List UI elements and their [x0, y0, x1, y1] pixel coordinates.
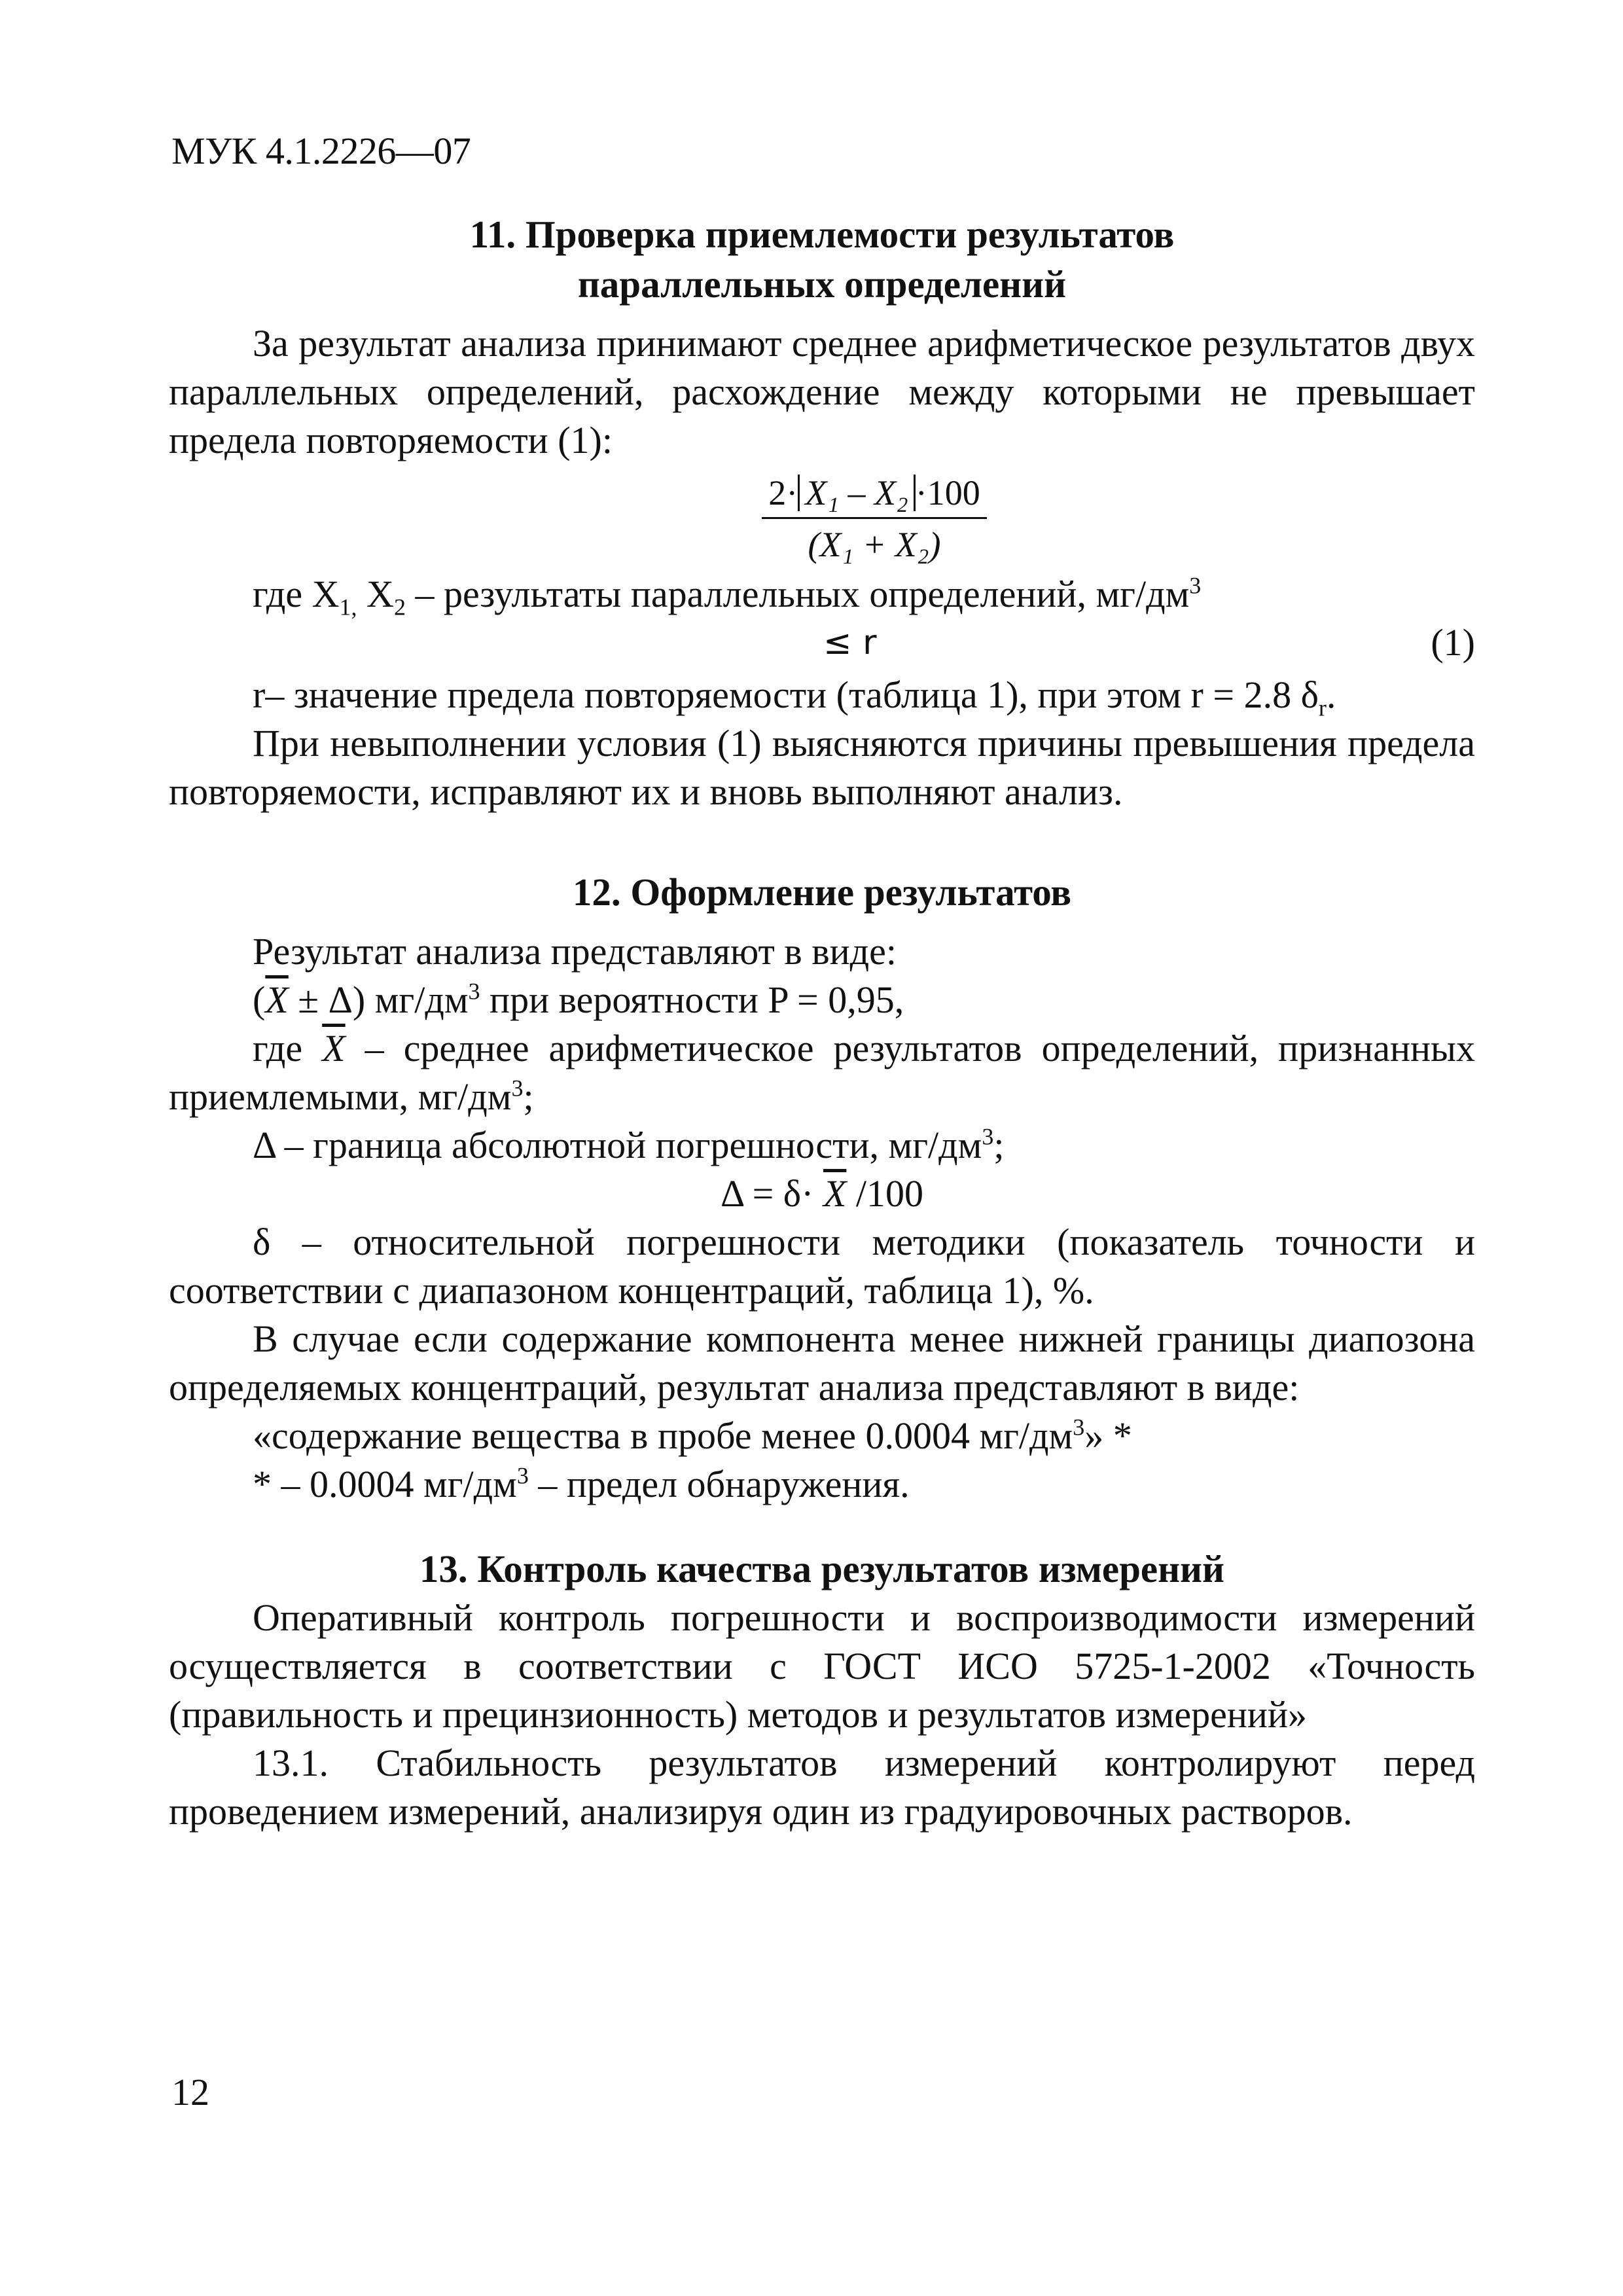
condition-symbol: ≤ r — [823, 623, 877, 662]
r-definition-text: r– значение предела повторяемости (таблица 1), при этом r = 2.8 δ — [253, 673, 1319, 716]
section-13-paragraph-2: 13.1. Стабильность результатов измерений контролируют перед проведением измерений, анализируя один из градуировочных растворов. — [169, 1742, 1475, 1833]
section-11-heading-line-2: параллельных определений — [577, 262, 1067, 306]
quote-line-superscript: 3 — [1073, 1414, 1085, 1441]
section-11-intro: За результат анализа принимают среднее арифметическое результатов двух параллельных определений, расхождение между которыми не превышает предела повторяемости (1): — [169, 322, 1475, 461]
delta-definition-end: ; — [993, 1124, 1005, 1166]
where-text: – результаты параллельных определений, мг/дм — [405, 573, 1190, 615]
quote-line — [169, 1412, 1475, 1460]
xbar-definition-end: ; — [523, 1075, 534, 1118]
r-definition-subscript: r — [1318, 694, 1327, 721]
footnote-end: – предел обнаружения. — [528, 1463, 910, 1505]
result-expression-pm: ± Δ) мг/дм — [288, 978, 469, 1021]
result-expression-end: при вероятности P = 0,95, — [480, 978, 904, 1021]
where-subscript-1: 1, — [339, 594, 357, 620]
formula-numerator-prefix: 2· — [768, 473, 798, 512]
quote-line-end: » * — [1084, 1414, 1132, 1457]
delta-formula-suffix: /100 — [846, 1172, 923, 1215]
formula-numerator — [762, 471, 987, 517]
result-expression-xbar: $\overline{X}$ — [265, 978, 289, 1021]
xbar-definition-text: – среднее арифметическое результатов определений, признанных приемлемыми, мг/дм — [169, 1027, 1475, 1118]
formula-absolute-difference: X₁ – X₂ — [798, 475, 916, 511]
delta-formula-xbar: $\overline{X}$ — [823, 1172, 847, 1215]
section-11-heading-line-1: 11. Проверка приемлемости результатов — [469, 213, 1175, 256]
quote-line-text: «содержание вещества в пробе менее 0.0004 мг/дм — [253, 1414, 1073, 1457]
footnote-line — [169, 1460, 1475, 1509]
formula-denominator: (X₁ + X₂) — [808, 525, 941, 564]
delta-formula — [169, 1170, 1475, 1218]
delta-definition-superscript: 3 — [982, 1123, 994, 1150]
footnote-text: * – 0.0004 мг/дм — [253, 1463, 517, 1505]
where-definition — [169, 570, 1475, 619]
result-expression-open: ( — [253, 978, 266, 1021]
violation-paragraph: При невыполнении условия (1) выясняются причины превышения предела повторяемости, исправляют их и вновь выполняют анализ. — [169, 722, 1475, 813]
condition-row — [169, 619, 1475, 671]
where-superscript: 3 — [1189, 572, 1202, 599]
result-expression-superscript: 3 — [468, 978, 480, 1005]
section-13-heading: 13. Контроль качества результатов измерений — [419, 1547, 1225, 1590]
r-definition-end: . — [1326, 673, 1336, 716]
xbar-definition — [169, 1024, 1475, 1121]
formula-numerator-suffix: ·100 — [915, 473, 980, 512]
document-code: МУК 4.1.2226—07 — [171, 130, 471, 172]
page-content — [169, 209, 1475, 1836]
delta-definition-text: Δ – граница абсолютной погрешности, мг/дм — [253, 1124, 982, 1166]
section-13-paragraph-1: Оперативный контроль погрешности и воспроизводимости измерений осуществляется в соответствии с ГОСТ ИСО 5725-1-2002 «Точность (правильность и прецинзионность) методов и результатов измерений» — [169, 1596, 1475, 1736]
xbar-definition-prefix: где — [253, 1027, 323, 1069]
where-mid: X — [357, 573, 394, 615]
r-definition — [169, 671, 1475, 719]
result-expression — [169, 976, 1475, 1024]
section-12-heading: 12. Оформление результатов — [572, 870, 1072, 914]
result-form-line: Результат анализа представляют в виде: — [253, 930, 897, 973]
delta-formula-prefix: Δ = δ· — [720, 1172, 823, 1215]
repeatability-formula — [169, 471, 1475, 566]
footnote-superscript: 3 — [516, 1462, 529, 1489]
xbar-definition-superscript: 3 — [511, 1075, 524, 1102]
equation-number: (1) — [1431, 621, 1475, 664]
where-prefix: где X — [253, 573, 340, 615]
where-subscript-2: 2 — [393, 594, 406, 620]
formula-fraction — [762, 471, 987, 566]
small-delta-definition: δ – относительной погрешности методики (показатель точности и соответствии с диапазоном концентраций, таблица 1), %. — [169, 1221, 1475, 1312]
xbar-symbol: $\overline{X}$ — [322, 1027, 346, 1069]
low-content-paragraph: В случае если содержание компонента менее нижней границы диапозона определяемых концентраций, результат анализа представляют в виде: — [169, 1318, 1475, 1408]
delta-definition — [169, 1121, 1475, 1170]
page-number: 12 — [171, 2071, 209, 2113]
